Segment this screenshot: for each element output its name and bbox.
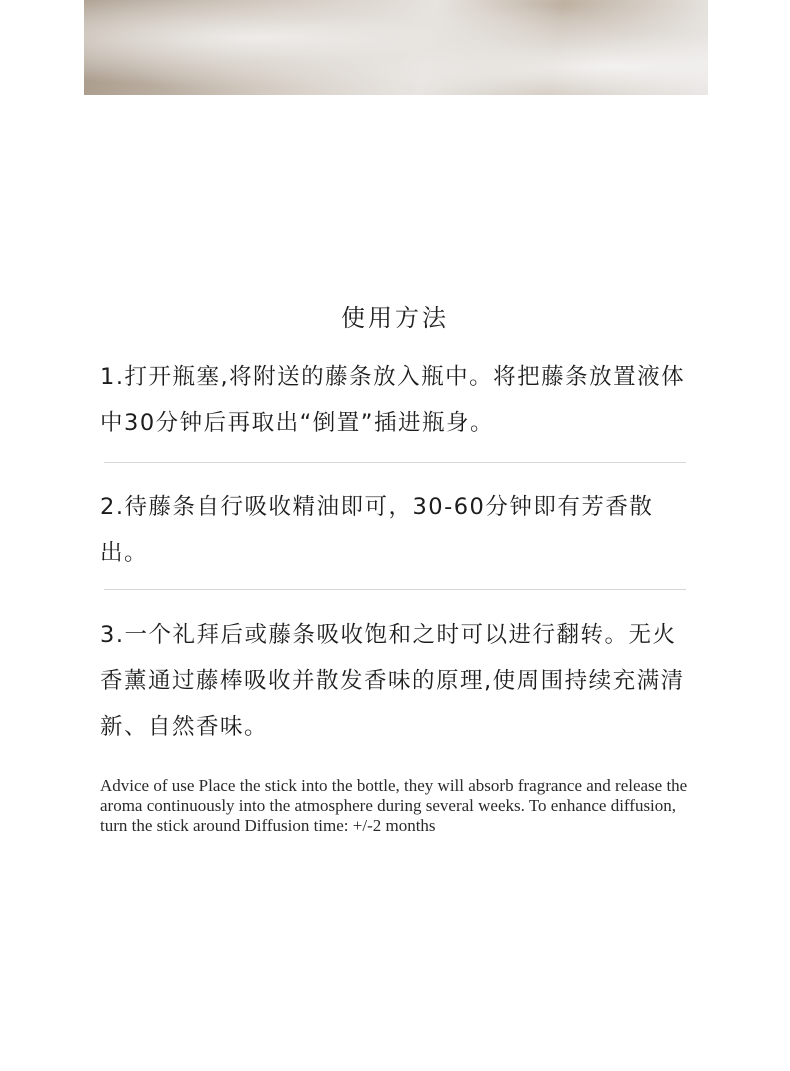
instruction-step-2: 2.待藤条自行吸收精油即可，30-60分钟即有芳香散出。 [100, 494, 654, 566]
instruction-step-3: 3.一个礼拜后或藤条吸收饱和之时可以进行翻转。无火香薰通过藤棒吸收并散发香味的原理,使周围持续充满清新、自然香味。 [100, 622, 685, 740]
hero-image [84, 0, 708, 95]
instruction-step-1: 1.打开瓶塞,将附送的藤条放入瓶中。将把藤条放置液体中30分钟后再取出“倒置”插进瓶身。 [100, 364, 686, 436]
divider [104, 589, 686, 590]
section-title: 使用方法 [341, 304, 449, 332]
divider [104, 462, 686, 463]
advice-of-use-text: Advice of use Place the stick into the bottle, they will absorb fragrance and release the aroma continuously into the atmosphere during several weeks. To enhance diffusion, turn the stick around Diffusion time: +/-2 months [100, 776, 688, 835]
